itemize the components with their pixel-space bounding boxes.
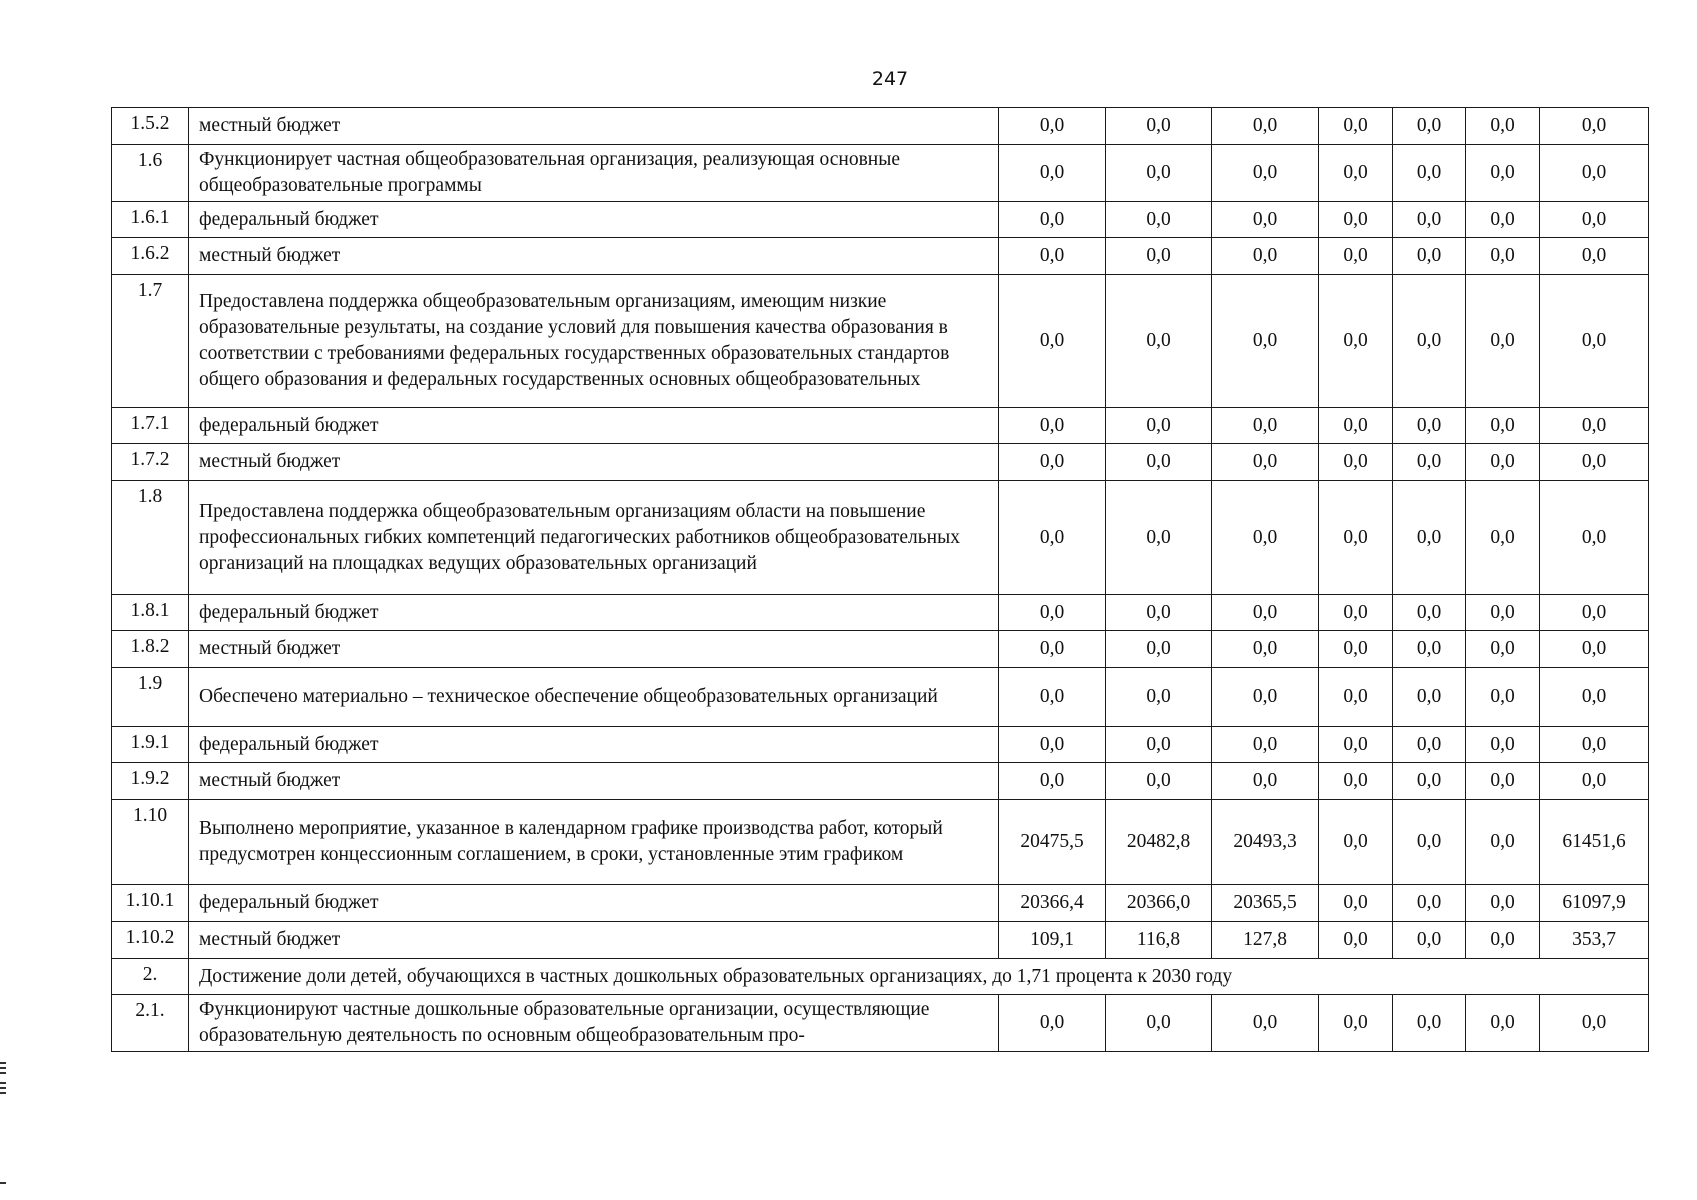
value-cell: 0,0 xyxy=(1466,800,1540,885)
value-cell: 0,0 xyxy=(1212,202,1319,238)
scan-edge-mark xyxy=(0,1087,6,1089)
value-cell: 0,0 xyxy=(1466,202,1540,238)
value-cell: 0,0 xyxy=(1466,595,1540,631)
value-cell: 0,0 xyxy=(999,595,1106,631)
value-cell: 0,0 xyxy=(1540,408,1649,444)
value-cell: 0,0 xyxy=(1393,995,1466,1052)
scan-edge-mark xyxy=(0,1092,6,1094)
value-cell: 0,0 xyxy=(1393,763,1466,800)
value-cell: 0,0 xyxy=(1319,922,1393,959)
value-cell: 0,0 xyxy=(1106,408,1212,444)
value-cell: 0,0 xyxy=(1212,275,1319,408)
value-cell: 0,0 xyxy=(1466,631,1540,668)
row-number-cell: 1.9.2 xyxy=(112,763,189,800)
value-cell: 0,0 xyxy=(1106,481,1212,595)
value-cell: 0,0 xyxy=(1319,408,1393,444)
budget-table xyxy=(111,107,1649,1052)
value-cell: 0,0 xyxy=(1393,885,1466,922)
value-cell: 0,0 xyxy=(1393,481,1466,595)
row-number-cell: 1.9 xyxy=(112,668,189,727)
value-cell: 0,0 xyxy=(1319,145,1393,202)
row-description-cell: Обеспечено материально – техническое обеспечение общеобразовательных организаций xyxy=(189,668,999,727)
value-cell: 0,0 xyxy=(999,444,1106,481)
row-description-cell: Предоставлена поддержка общеобразовательным организациям, имеющим низкие образовательные результаты, на создание условий для повышения качества образования в соответствии с требованиями федеральных государственных образовательных стандартов общего образования и федеральных государственных основных общеобразовательных xyxy=(189,275,999,408)
value-cell: 0,0 xyxy=(999,408,1106,444)
row-description-cell: федеральный бюджет xyxy=(189,202,999,238)
value-cell: 0,0 xyxy=(1319,108,1393,145)
row-number-cell: 1.6.1 xyxy=(112,202,189,238)
row-number-cell: 2.1. xyxy=(112,995,189,1052)
value-cell: 0,0 xyxy=(1212,481,1319,595)
value-cell: 0,0 xyxy=(999,238,1106,275)
table-row xyxy=(112,959,1649,995)
value-cell: 0,0 xyxy=(999,145,1106,202)
value-cell: 0,0 xyxy=(1212,108,1319,145)
value-cell: 0,0 xyxy=(1466,922,1540,959)
value-cell: 0,0 xyxy=(1393,800,1466,885)
value-cell: 20475,5 xyxy=(999,800,1106,885)
row-description-cell: местный бюджет xyxy=(189,444,999,481)
value-cell: 0,0 xyxy=(1212,145,1319,202)
table-row xyxy=(112,631,1649,668)
value-cell: 0,0 xyxy=(1540,481,1649,595)
value-cell: 0,0 xyxy=(1393,444,1466,481)
row-number-cell: 1.9.1 xyxy=(112,727,189,763)
row-description-cell: федеральный бюджет xyxy=(189,885,999,922)
value-cell: 0,0 xyxy=(1106,145,1212,202)
row-description-cell: местный бюджет xyxy=(189,108,999,145)
table-body xyxy=(112,108,1649,1052)
value-cell: 0,0 xyxy=(1106,763,1212,800)
value-cell: 0,0 xyxy=(1393,631,1466,668)
value-cell: 0,0 xyxy=(1319,631,1393,668)
value-cell: 109,1 xyxy=(999,922,1106,959)
row-number-cell: 1.6 xyxy=(112,145,189,202)
scan-edge-mark xyxy=(0,1082,6,1084)
table-row xyxy=(112,275,1649,408)
table-row xyxy=(112,885,1649,922)
value-cell: 0,0 xyxy=(1212,995,1319,1052)
value-cell: 0,0 xyxy=(999,631,1106,668)
value-cell: 0,0 xyxy=(1540,995,1649,1052)
row-number-cell: 1.6.2 xyxy=(112,238,189,275)
value-cell: 0,0 xyxy=(1393,408,1466,444)
value-cell: 0,0 xyxy=(1319,763,1393,800)
value-cell: 0,0 xyxy=(1466,238,1540,275)
row-number-cell: 1.8.2 xyxy=(112,631,189,668)
value-cell: 0,0 xyxy=(1212,727,1319,763)
value-cell: 0,0 xyxy=(1540,108,1649,145)
value-cell: 0,0 xyxy=(1540,238,1649,275)
row-number-cell: 1.8 xyxy=(112,481,189,595)
value-cell: 0,0 xyxy=(1319,885,1393,922)
value-cell: 20366,4 xyxy=(999,885,1106,922)
page-number: 247 xyxy=(871,68,909,90)
value-cell: 353,7 xyxy=(1540,922,1649,959)
value-cell: 0,0 xyxy=(1106,444,1212,481)
value-cell: 0,0 xyxy=(999,202,1106,238)
value-cell: 0,0 xyxy=(1540,202,1649,238)
value-cell: 116,8 xyxy=(1106,922,1212,959)
row-number-cell: 1.8.1 xyxy=(112,595,189,631)
value-cell: 0,0 xyxy=(1466,668,1540,727)
value-cell: 0,0 xyxy=(1319,238,1393,275)
value-cell: 0,0 xyxy=(1319,668,1393,727)
value-cell: 0,0 xyxy=(1106,727,1212,763)
value-cell: 61451,6 xyxy=(1540,800,1649,885)
value-cell: 0,0 xyxy=(1106,668,1212,727)
value-cell: 0,0 xyxy=(1466,995,1540,1052)
value-cell: 0,0 xyxy=(1393,275,1466,408)
row-description-cell: местный бюджет xyxy=(189,238,999,275)
value-cell: 61097,9 xyxy=(1540,885,1649,922)
table-row xyxy=(112,202,1649,238)
row-description-cell: федеральный бюджет xyxy=(189,408,999,444)
value-cell: 0,0 xyxy=(1212,444,1319,481)
table-row xyxy=(112,800,1649,885)
value-cell: 0,0 xyxy=(1106,238,1212,275)
value-cell: 0,0 xyxy=(1212,763,1319,800)
scan-edge-mark xyxy=(0,1062,6,1064)
row-description-cell: федеральный бюджет xyxy=(189,727,999,763)
row-number-cell: 1.5.2 xyxy=(112,108,189,145)
table-row xyxy=(112,727,1649,763)
value-cell: 0,0 xyxy=(1319,275,1393,408)
value-cell: 0,0 xyxy=(1319,595,1393,631)
value-cell: 0,0 xyxy=(1540,763,1649,800)
value-cell: 0,0 xyxy=(1393,922,1466,959)
value-cell: 0,0 xyxy=(1106,995,1212,1052)
value-cell: 0,0 xyxy=(1466,727,1540,763)
row-number-cell: 1.10.2 xyxy=(112,922,189,959)
row-number-cell: 1.7.2 xyxy=(112,444,189,481)
value-cell: 0,0 xyxy=(1212,595,1319,631)
row-description-cell: местный бюджет xyxy=(189,631,999,668)
row-number-cell: 1.7 xyxy=(112,275,189,408)
value-cell: 0,0 xyxy=(1466,763,1540,800)
value-cell: 0,0 xyxy=(1319,995,1393,1052)
table-row xyxy=(112,763,1649,800)
value-cell: 0,0 xyxy=(1106,595,1212,631)
table-row xyxy=(112,108,1649,145)
scan-edge-mark xyxy=(0,1182,6,1184)
value-cell: 0,0 xyxy=(1540,275,1649,408)
value-cell: 0,0 xyxy=(1212,668,1319,727)
value-cell: 0,0 xyxy=(999,481,1106,595)
table-row xyxy=(112,444,1649,481)
row-number-cell: 1.10 xyxy=(112,800,189,885)
value-cell: 0,0 xyxy=(1393,145,1466,202)
value-cell: 0,0 xyxy=(1393,595,1466,631)
value-cell: 0,0 xyxy=(1540,444,1649,481)
value-cell: 0,0 xyxy=(999,995,1106,1052)
row-description-cell: Функционируют частные дошкольные образовательные организации, осуществляющие образовательную деятельность по основным общеобразовательным про- xyxy=(189,995,999,1052)
table-row xyxy=(112,481,1649,595)
row-description-cell: Выполнено мероприятие, указанное в календарном графике производства работ, который предусмотрен концессионным соглашением, в сроки, установленные этим графиком xyxy=(189,800,999,885)
value-cell: 0,0 xyxy=(1319,727,1393,763)
table-row xyxy=(112,238,1649,275)
value-cell: 0,0 xyxy=(1319,800,1393,885)
scan-edge-mark xyxy=(0,1067,6,1069)
value-cell: 0,0 xyxy=(1393,202,1466,238)
value-cell: 0,0 xyxy=(1212,631,1319,668)
value-cell: 0,0 xyxy=(999,668,1106,727)
value-cell: 0,0 xyxy=(1466,275,1540,408)
row-number-cell: 1.10.1 xyxy=(112,885,189,922)
value-cell: 0,0 xyxy=(999,275,1106,408)
value-cell: 0,0 xyxy=(1393,238,1466,275)
table-row xyxy=(112,922,1649,959)
value-cell: 0,0 xyxy=(999,727,1106,763)
value-cell: 0,0 xyxy=(1212,238,1319,275)
table-row xyxy=(112,145,1649,202)
row-number-cell: 1.7.1 xyxy=(112,408,189,444)
value-cell: 0,0 xyxy=(1466,408,1540,444)
row-number-cell: 2. xyxy=(112,959,189,995)
value-cell: 0,0 xyxy=(1540,668,1649,727)
value-cell: 20482,8 xyxy=(1106,800,1212,885)
row-description-cell: местный бюджет xyxy=(189,763,999,800)
value-cell: 0,0 xyxy=(1393,727,1466,763)
value-cell: 0,0 xyxy=(1540,631,1649,668)
value-cell: 127,8 xyxy=(1212,922,1319,959)
row-description-cell: местный бюджет xyxy=(189,922,999,959)
value-cell: 0,0 xyxy=(1106,275,1212,408)
value-cell: 20365,5 xyxy=(1212,885,1319,922)
value-cell: 0,0 xyxy=(1393,108,1466,145)
value-cell: 0,0 xyxy=(1106,631,1212,668)
table-row xyxy=(112,595,1649,631)
row-description-cell: Предоставлена поддержка общеобразовательным организациям области на повышение профессиональных гибких компетенций педагогических работников общеобразовательных организаций на площадках ведущих образовательных организаций xyxy=(189,481,999,595)
value-cell: 0,0 xyxy=(1466,108,1540,145)
value-cell: 0,0 xyxy=(1466,885,1540,922)
value-cell: 0,0 xyxy=(1106,108,1212,145)
table-row xyxy=(112,408,1649,444)
value-cell: 0,0 xyxy=(1540,595,1649,631)
row-description-cell: Достижение доли детей, обучающихся в частных дошкольных образовательных организациях, до 1,71 процента к 2030 году xyxy=(189,959,1649,995)
value-cell: 0,0 xyxy=(1319,444,1393,481)
value-cell: 20493,3 xyxy=(1212,800,1319,885)
value-cell: 0,0 xyxy=(1319,202,1393,238)
table-row xyxy=(112,995,1649,1052)
value-cell: 20366,0 xyxy=(1106,885,1212,922)
value-cell: 0,0 xyxy=(1540,145,1649,202)
value-cell: 0,0 xyxy=(999,108,1106,145)
value-cell: 0,0 xyxy=(1540,727,1649,763)
value-cell: 0,0 xyxy=(1466,481,1540,595)
scan-edge-mark xyxy=(0,1072,6,1074)
row-description-cell: Функционирует частная общеобразовательная организация, реализующая основные общеобразовательные программы xyxy=(189,145,999,202)
value-cell: 0,0 xyxy=(1319,481,1393,595)
value-cell: 0,0 xyxy=(1393,668,1466,727)
value-cell: 0,0 xyxy=(1106,202,1212,238)
value-cell: 0,0 xyxy=(1466,145,1540,202)
value-cell: 0,0 xyxy=(999,763,1106,800)
value-cell: 0,0 xyxy=(1212,408,1319,444)
row-description-cell: федеральный бюджет xyxy=(189,595,999,631)
value-cell: 0,0 xyxy=(1466,444,1540,481)
table-row xyxy=(112,668,1649,727)
